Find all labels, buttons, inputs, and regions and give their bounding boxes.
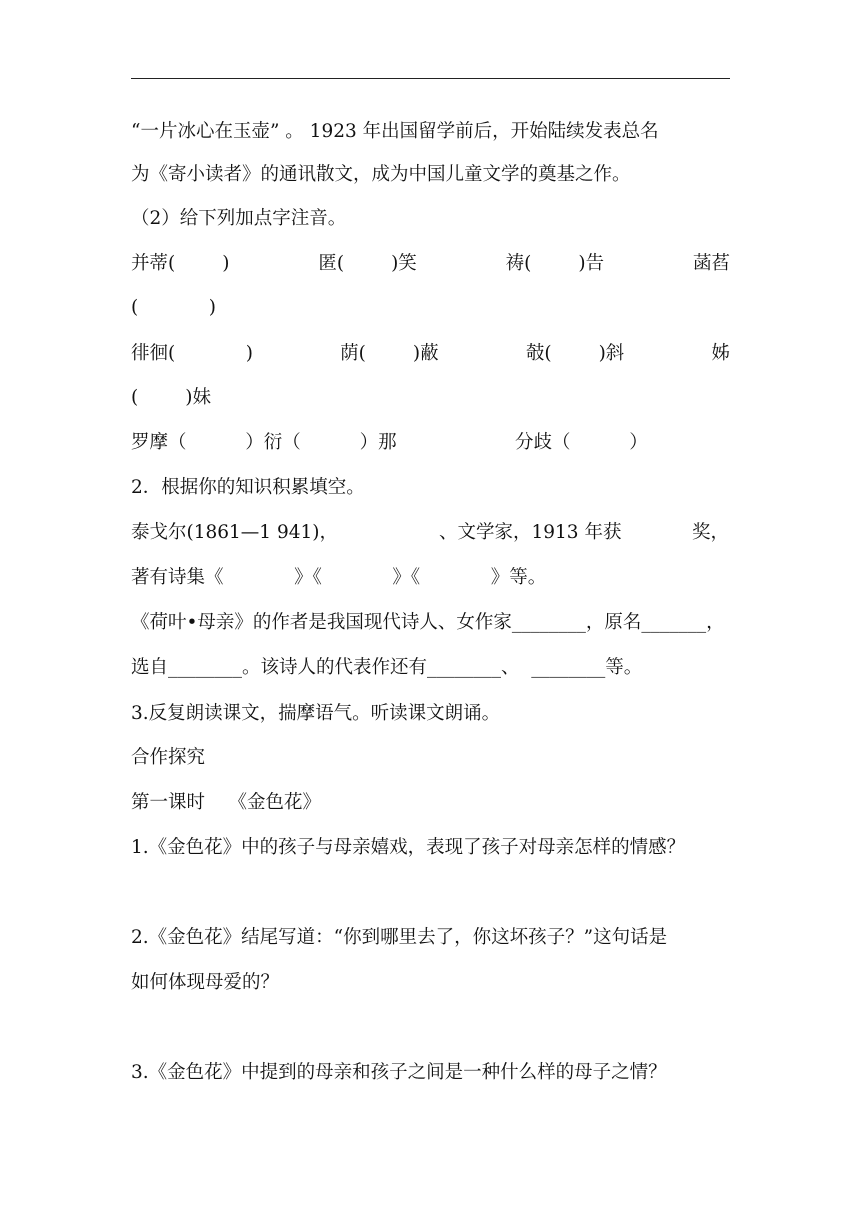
pinyin-item: 姊 xyxy=(711,343,730,364)
pinyin-row-2 xyxy=(131,342,730,366)
pinyin-item: 并蒂( ) xyxy=(131,253,230,274)
bingxin-line-2: 选自________。该诗人的代表作还有________、 ________等。 xyxy=(131,657,643,678)
intro-line-1: “一片冰心在玉壶” 。 1923 年出国留学前后，开始陆续发表总名 xyxy=(131,121,659,142)
tagore-poetry-line: 著有诗集《 》《 》《 》等。 xyxy=(131,567,547,588)
pinyin-row-3-b: 分歧（ ） xyxy=(515,432,648,453)
question-2-line-1: 2.《金色花》结尾写道：“你到哪里去了，你这坏孩子？”这句话是 xyxy=(131,927,668,948)
question-1: 1.《金色花》中的孩子与母亲嬉戏，表现了孩子对母亲怎样的情感？ xyxy=(131,837,686,858)
cooperation-heading: 合作探究 xyxy=(131,747,206,768)
pinyin-row-1-cont: ( ) xyxy=(131,297,217,318)
pinyin-row-3-a: 罗摩（ ）衍（ ）那 xyxy=(131,432,397,453)
tagore-line-a: 泰戈尔(1861—1 941)， xyxy=(131,522,338,543)
reading-task: 3.反复朗读课文，揣摩语气。听读课文朗诵。 xyxy=(131,703,501,724)
pinyin-row-2-cont: ( )妹 xyxy=(131,387,211,408)
intro-line-2: 为《寄小读者》的通讯散文，成为中国儿童文学的奠基之作。 xyxy=(131,164,631,185)
pinyin-item: 荫( )蔽 xyxy=(340,343,439,364)
pinyin-item: 菡萏 xyxy=(692,253,730,274)
tagore-line-c: 奖， xyxy=(692,522,730,543)
pinyin-item: 祷( )告 xyxy=(505,253,605,274)
lesson-heading: 第一课时 《金色花》 xyxy=(131,792,322,813)
tagore-line-b: 、文学家，1913 年获 xyxy=(439,522,622,543)
section-2-heading: 2．根据你的知识积累填空。 xyxy=(131,477,365,498)
pinyin-item: 匿( )笑 xyxy=(318,253,417,274)
pinyin-item: 徘徊( ) xyxy=(131,343,254,364)
pinyin-row-1 xyxy=(131,252,730,276)
bingxin-line-1: 《荷叶•母亲》的作者是我国现代诗人、女作家________，原名_______， xyxy=(131,612,725,633)
header-rule xyxy=(131,78,730,79)
pinyin-item: 攲( )斜 xyxy=(525,343,625,364)
question-2-line-2: 如何体现母爱的？ xyxy=(131,972,280,993)
question-3: 3.《金色花》中提到的母亲和孩子之间是一种什么样的母子之情？ xyxy=(131,1062,667,1083)
pinyin-instruction: （2）给下列加点字注音。 xyxy=(131,208,347,229)
